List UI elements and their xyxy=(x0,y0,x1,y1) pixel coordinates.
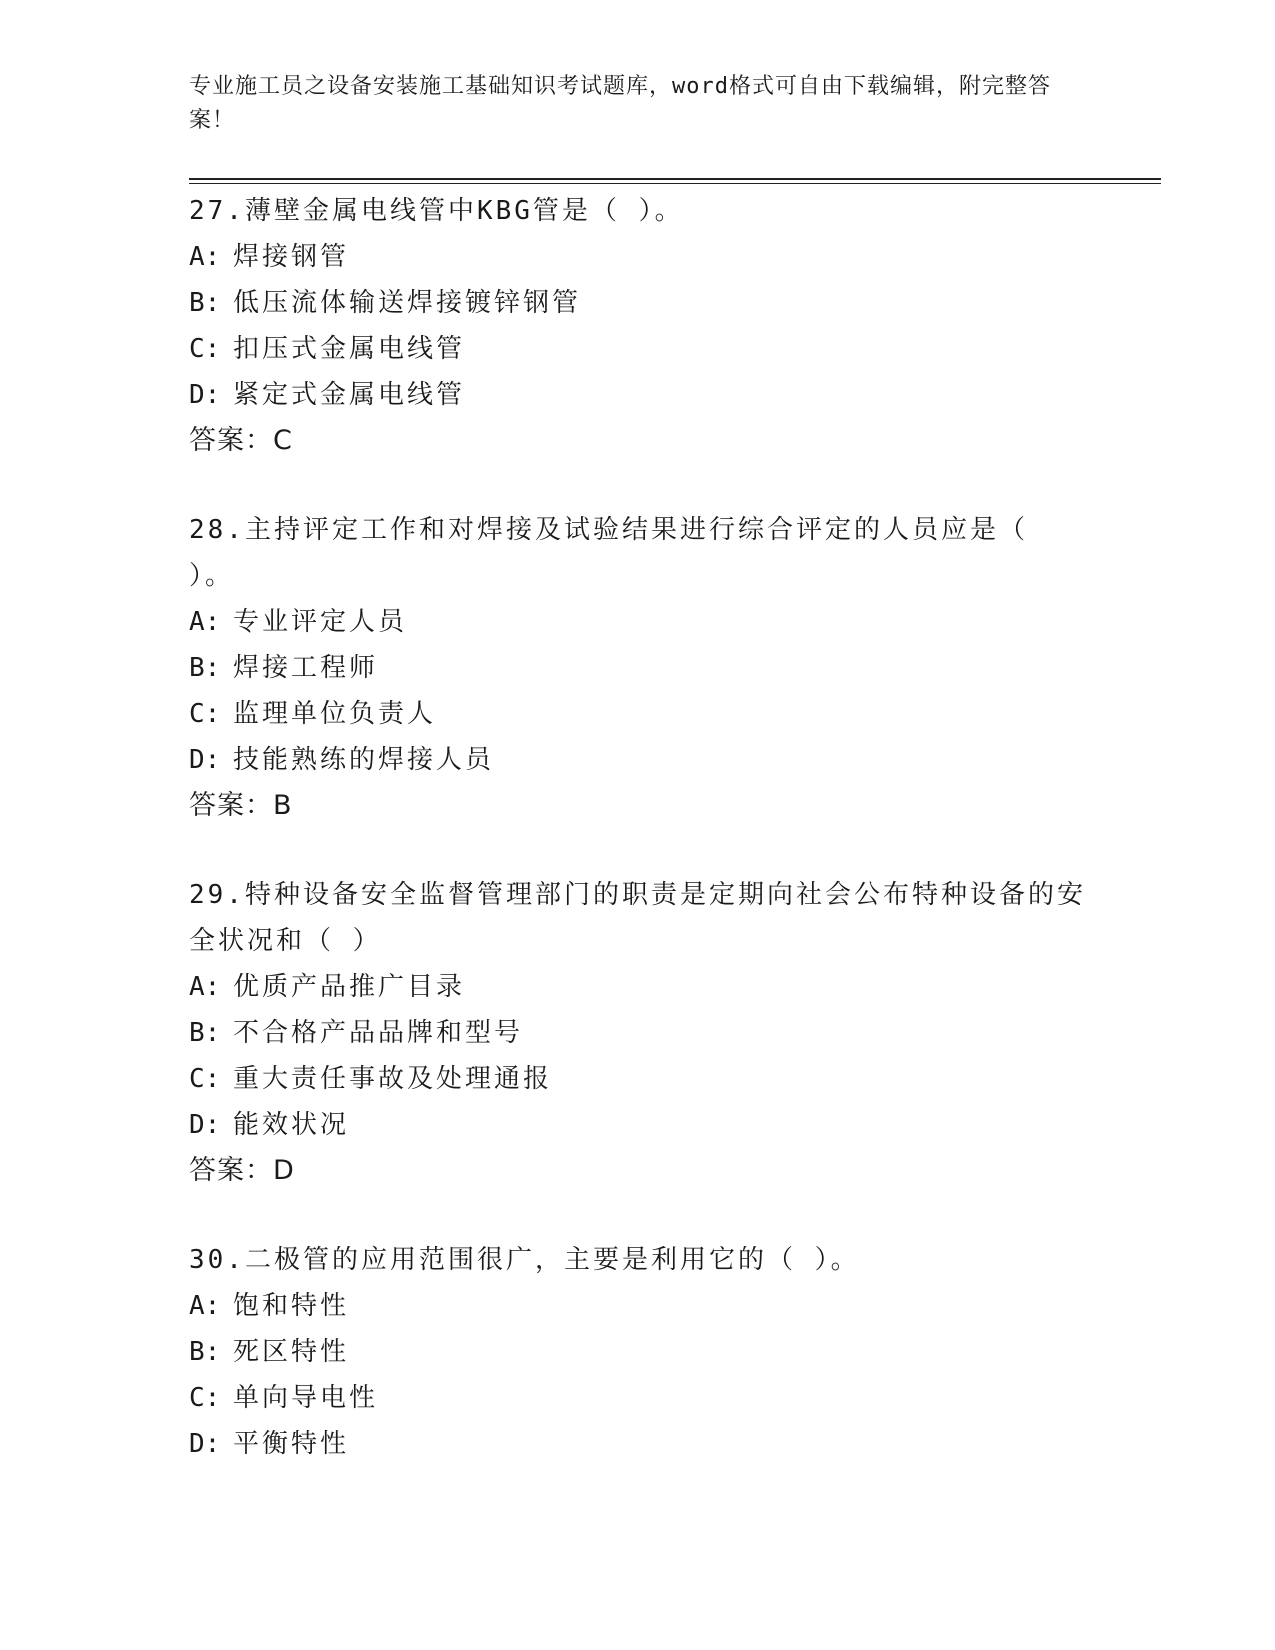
option-letter: C: xyxy=(189,699,221,729)
option-c xyxy=(189,326,1089,372)
question-30 xyxy=(189,1237,1089,1467)
option-text: 重大责任事故及处理通报 xyxy=(233,1064,553,1094)
question-29 xyxy=(189,872,1089,1194)
option-text: 死区特性 xyxy=(233,1337,350,1367)
option-text: 低压流体输送焊接镀锌钢管 xyxy=(233,288,582,318)
option-letter: B: xyxy=(189,1337,221,1367)
option-a xyxy=(189,599,1089,645)
question-stem: 30.二极管的应用范围很广，主要是利用它的（ ）。 xyxy=(189,1245,860,1275)
option-b xyxy=(189,1010,1089,1056)
option-letter: B: xyxy=(189,1018,221,1048)
option-letter: A: xyxy=(189,242,221,272)
option-text: 焊接工程师 xyxy=(233,653,379,683)
option-letter: D: xyxy=(189,745,221,775)
option-letter: D: xyxy=(189,1429,221,1459)
option-letter: B: xyxy=(189,288,221,318)
question-stem: 27.薄壁金属电线管中KBG管是（ ）。 xyxy=(189,196,684,226)
question-list xyxy=(189,188,1089,1510)
option-text: 扣压式金属电线管 xyxy=(233,334,466,364)
option-text: 不合格产品品牌和型号 xyxy=(233,1018,524,1048)
option-letter: C: xyxy=(189,1383,221,1413)
option-c xyxy=(189,1056,1089,1102)
question-27 xyxy=(189,188,1089,464)
option-text: 专业评定人员 xyxy=(233,607,408,637)
option-b xyxy=(189,1329,1089,1375)
option-letter: C: xyxy=(189,334,221,364)
option-c xyxy=(189,1375,1089,1421)
option-text: 饱和特性 xyxy=(233,1291,350,1321)
option-text: 平衡特性 xyxy=(233,1429,350,1459)
question-stem: 28.主持评定工作和对焊接及试验结果进行综合评定的人员应是（ ）。 xyxy=(189,515,1028,591)
option-d xyxy=(189,737,1089,783)
option-c xyxy=(189,691,1089,737)
option-letter: C: xyxy=(189,1064,221,1094)
option-letter: A: xyxy=(189,607,221,637)
header-divider xyxy=(189,178,1161,180)
option-b xyxy=(189,280,1089,326)
option-letter: A: xyxy=(189,1291,221,1321)
answer-line: 答案：C xyxy=(189,425,293,456)
option-d xyxy=(189,1102,1089,1148)
option-letter: D: xyxy=(189,380,221,410)
option-text: 技能熟练的焊接人员 xyxy=(233,745,495,775)
option-text: 焊接钢管 xyxy=(233,242,350,272)
option-text: 能效状况 xyxy=(233,1110,350,1140)
option-text: 单向导电性 xyxy=(233,1383,379,1413)
option-letter: D: xyxy=(189,1110,221,1140)
header-divider-thin xyxy=(189,183,1161,184)
option-letter: B: xyxy=(189,653,221,683)
option-letter: A: xyxy=(189,972,221,1002)
question-stem: 29.特种设备安全监督管理部门的职责是定期向社会公布特种设备的安全状况和（ ） xyxy=(189,880,1086,956)
answer-line: 答案：B xyxy=(189,790,293,821)
answer-line: 答案：D xyxy=(189,1155,295,1186)
option-d xyxy=(189,1421,1089,1467)
option-text: 紧定式金属电线管 xyxy=(233,380,466,410)
option-a xyxy=(189,1283,1089,1329)
option-text: 优质产品推广目录 xyxy=(233,972,466,1002)
option-a xyxy=(189,964,1089,1010)
option-a xyxy=(189,234,1089,280)
option-d xyxy=(189,372,1089,418)
option-b xyxy=(189,645,1089,691)
question-28 xyxy=(189,507,1089,829)
document-header: 专业施工员之设备安装施工基础知识考试题库，word格式可自由下载编辑，附完整答案！ xyxy=(189,74,1051,133)
option-text: 监理单位负责人 xyxy=(233,699,437,729)
